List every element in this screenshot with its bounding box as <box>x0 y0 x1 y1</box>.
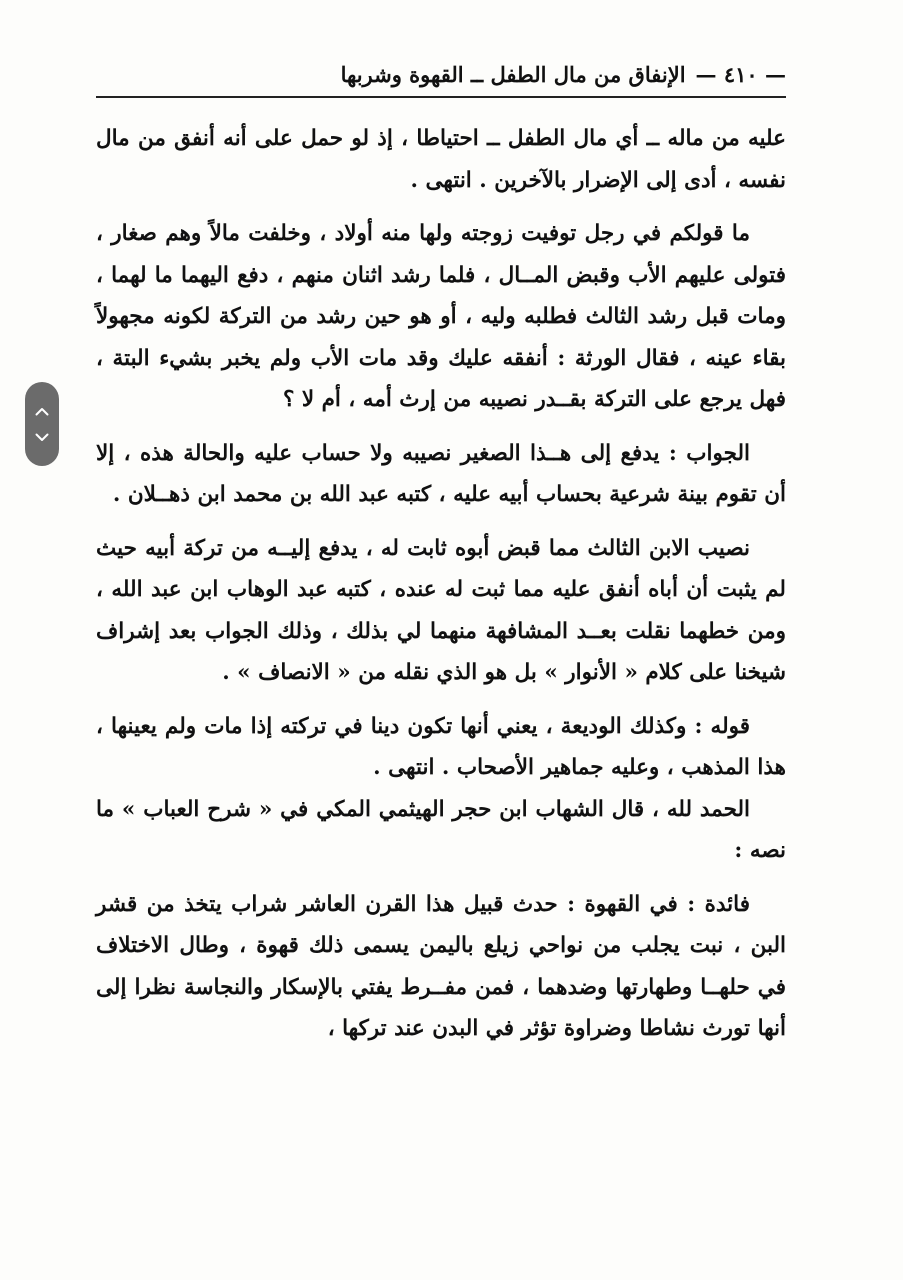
chevron-up-icon <box>35 407 49 416</box>
scroll-down-button[interactable] <box>33 429 51 445</box>
page-title: الإنفاق من مال الطفل ــ القهوة وشربها <box>340 61 686 87</box>
page-scroll-control <box>25 382 59 466</box>
page-header <box>96 54 786 94</box>
paragraph-answer-1: الجواب : يدفع إلى هــذا الصغير نصيبه ولا حساب عليه والحالة هذه ، إلا أن تقوم بينة شرعية بحساب أبيه عليه ، كتبه عبد الله بن محمد ابن ذهــلان . <box>96 440 786 507</box>
document-page <box>96 0 786 1280</box>
page-number: — ٤١٠ — <box>695 61 786 87</box>
paragraph-hamd: الحمد لله ، قال الشهاب ابن حجر الهيثمي المكي في « شرح العباب » ما نصه : <box>96 796 786 863</box>
paragraph-coffee: فائدة : في القهوة : حدث قبيل هذا القرن العاشر شراب يتخذ من قشر البن ، نبت يجلب من نواحي زيلع باليمن يسمى ذلك قهوة ، وطال الاختلاف في حلهــا وطهارتها وضدهما ، فمن مفــرط يفتي بالإسكار والنجاسة نظرا إلى أنها تورث نشاطا وضراوة تؤثر في البدن عند تركها ، <box>96 891 786 1041</box>
paragraph-continuation: عليه من ماله ــ أي مال الطفل ــ احتياطا ، إذ لو حمل على أنه أنفق من مال نفسه ، أدى إلى الإضرار بالآخرين . انتهى . <box>96 126 786 193</box>
page-body <box>96 118 786 1050</box>
chevron-down-icon <box>35 433 49 442</box>
paragraph-question: ما قولكم في رجل توفيت زوجته ولها منه أولاد ، وخلفت مالاً وهم صغار ، فتولى عليهم الأب وقبض المــال ، فلما رشد اثنان منهم ، دفع اليهما ما لهما ، ومات قبل رشد الثالث فطلبه وليه ، أو هو حين رشد من التركة لكونه مجهولاً بقاء عينه ، فقال الورثة : أنفقه عليك وقد مات الأب ولم يخبر بشيء البتة ، فهل يرجع على التركة بقــدر نصيبه من إرث أمه ، أم لا ؟ <box>96 221 786 412</box>
paragraph-answer-2: نصيب الابن الثالث مما قبض أبوه ثابت له ، يدفع إليــه من تركة أبيه حيث لم يثبت أن أباه أنفق عليه مما ثبت له عنده ، كتبه عبد الوهاب ابن عبد الله ، ومن خطهما نقلت بعــد المشافهة منهما لي بذلك ، وذلك الجواب بعد إشراف شيخنا على كلام « الأنوار » بل هو الذي نقله من « الانصاف » . <box>96 535 786 685</box>
header-divider <box>96 96 786 98</box>
paragraph-wadiah: قوله : وكذلك الوديعة ، يعني أنها تكون دينا في تركته إذا مات ولم يعينها ، هذا المذهب ، وعليه جماهير الأصحاب . انتهى . <box>96 713 786 780</box>
scroll-up-button[interactable] <box>33 403 51 419</box>
